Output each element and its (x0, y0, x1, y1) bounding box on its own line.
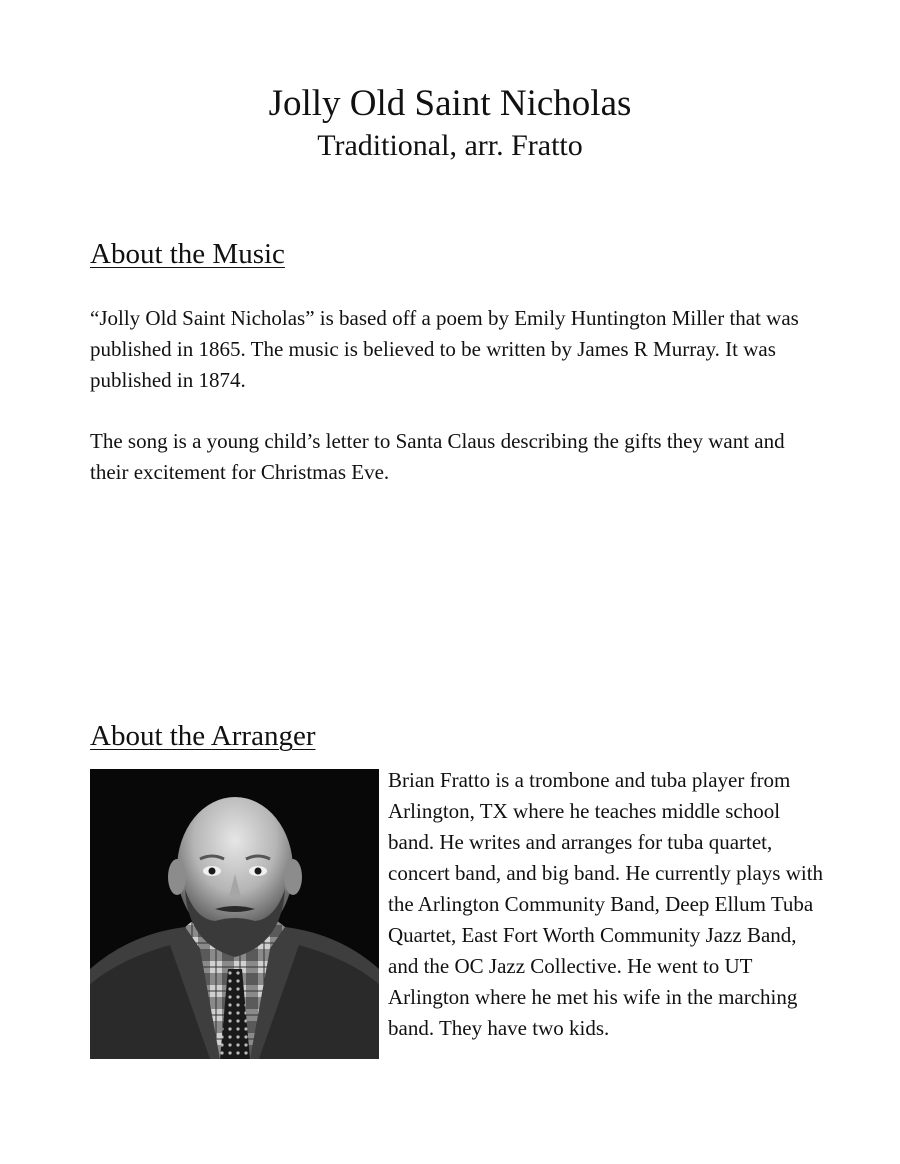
page-subtitle: Traditional, arr. Fratto (317, 129, 583, 162)
about-arranger-heading: About the Arranger (90, 720, 316, 752)
page-title: Jolly Old Saint Nicholas (268, 83, 632, 124)
arranger-bio: Brian Fratto is a trombone and tuba player from Arlington, TX where he teaches middle school band. He writes and arranges for tuba quartet, concert band, and big band. He currently plays with the Arlington Community Band, Deep Ellum Tuba Quartet, East Fort Worth Community Jazz Band, and the OC Jazz Collective. He went to UT Arlington where he met his wife in the marching band. They have two kids. (388, 768, 824, 1040)
about-music-paragraph: “Jolly Old Saint Nicholas” is based off a poem by Emily Huntington Miller that was published in 1865. The music is believed to be written by James R Murray. It was published in 1874. (90, 306, 799, 392)
arranger-photo (90, 769, 379, 1059)
about-music-paragraph: The song is a young child’s letter to Santa Claus describing the gifts they want and their excitement for Christmas Eve. (90, 429, 785, 484)
about-music-heading: About the Music (90, 238, 285, 270)
